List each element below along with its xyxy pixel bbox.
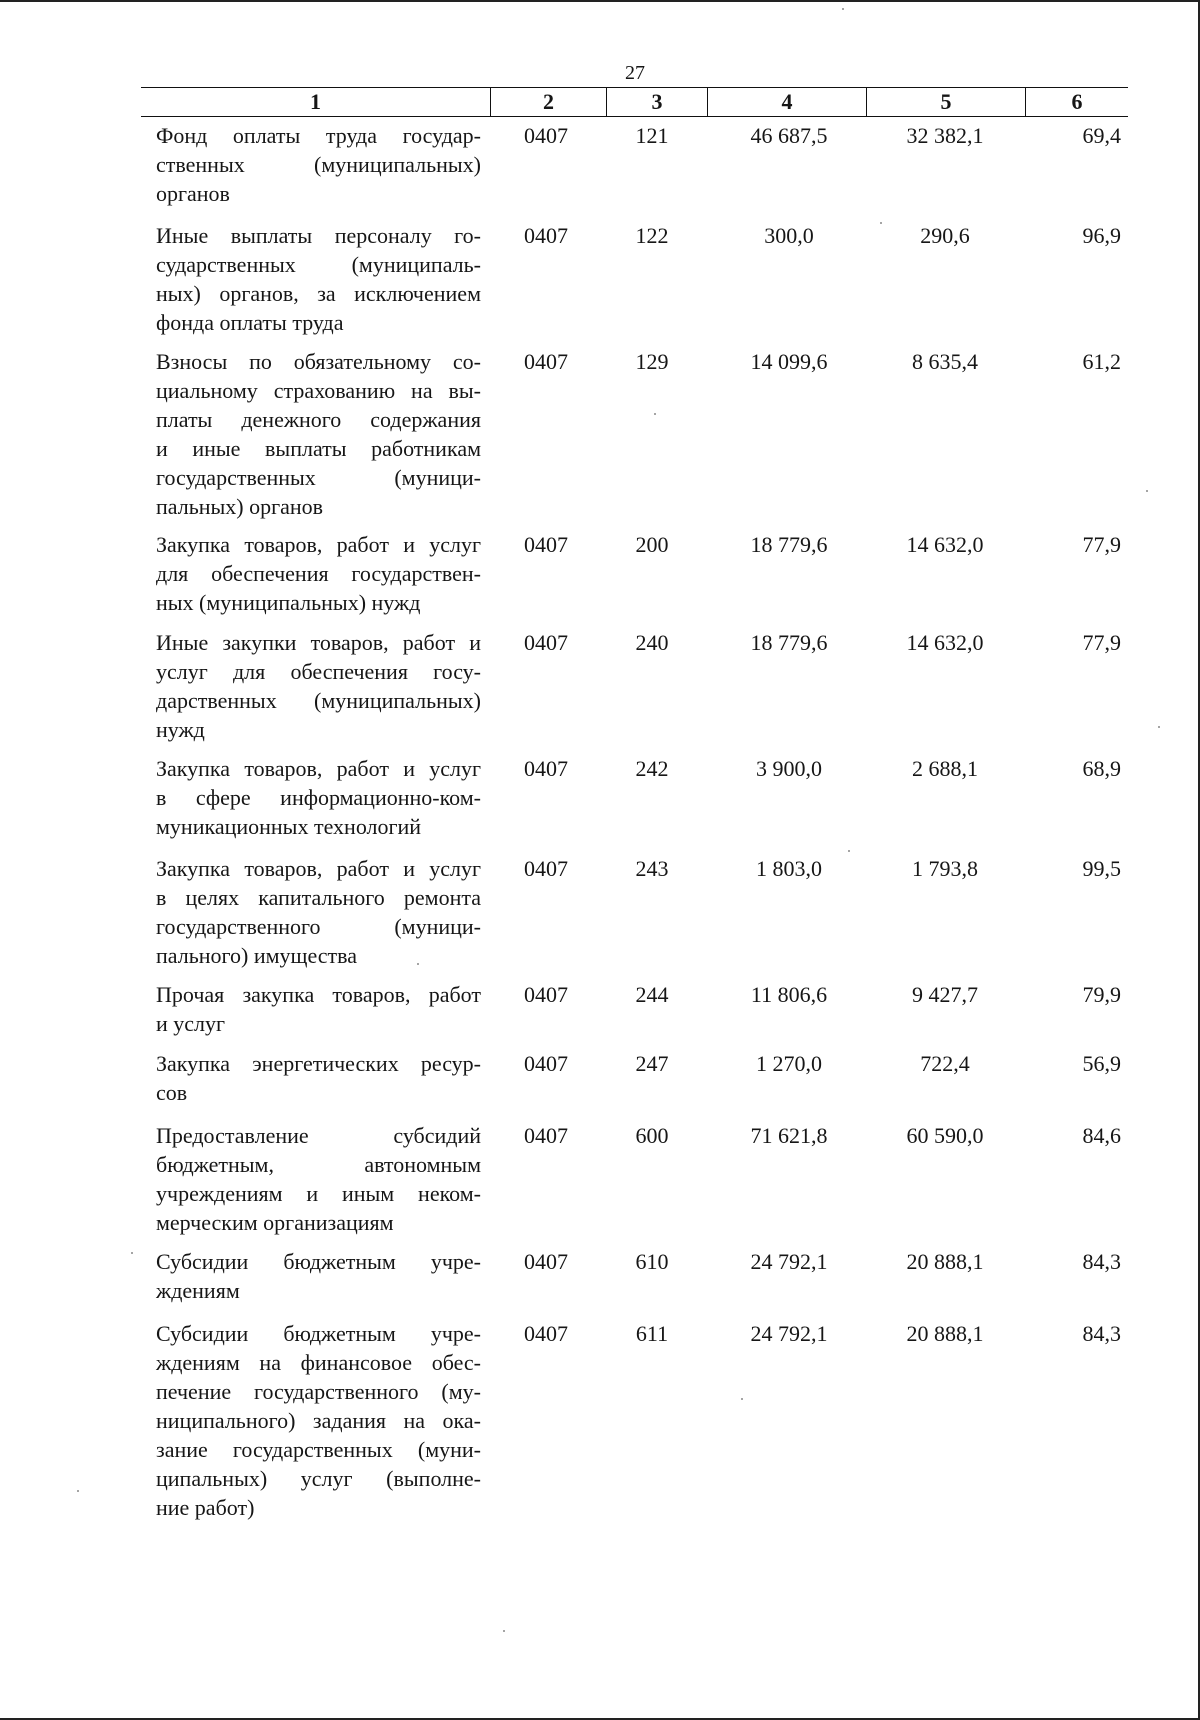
- row-planned-amount: 71 621,8: [750, 1123, 828, 1148]
- row-expense-code: 600: [635, 1123, 669, 1148]
- description-line: Закупка энергетических ресур-: [156, 1051, 481, 1076]
- description-line: Закупка товаров, работ и услуг: [156, 532, 481, 557]
- scan-speck: [77, 1490, 79, 1492]
- row-actual-amount: 60 590,0: [906, 1123, 984, 1148]
- description-line: дарственных (муниципальных): [156, 688, 481, 713]
- row-actual-amount: 20 888,1: [906, 1321, 984, 1346]
- row-percent: 68,9: [1082, 756, 1121, 781]
- row-percent: 96,9: [1082, 223, 1121, 248]
- row-planned-amount: 18 779,6: [750, 630, 828, 655]
- description-line: ных (муниципальных) нужд: [156, 590, 421, 615]
- description-line: для обеспечения государствен-: [156, 561, 481, 586]
- column-header-3: 3: [606, 88, 707, 116]
- description-line: мерческим организациям: [156, 1210, 394, 1235]
- row-expense-code: 242: [635, 756, 669, 781]
- table-row: [141, 977, 1128, 1046]
- row-section-code: 0407: [524, 1123, 568, 1148]
- row-section-code: 0407: [524, 630, 568, 655]
- row-expense-code: 122: [635, 223, 669, 248]
- row-description: [156, 347, 481, 521]
- description-line: Предоставление субсидий: [156, 1123, 481, 1148]
- description-line: фонда оплаты труда: [156, 310, 344, 335]
- description-line: бюджетным, автономным: [156, 1152, 481, 1177]
- description-line: ственных (муниципальных): [156, 152, 481, 177]
- row-section-code: 0407: [524, 1321, 568, 1346]
- scan-speck: [503, 1630, 505, 1632]
- row-description: [156, 980, 481, 1038]
- scan-speck: [880, 222, 882, 224]
- row-section-code: 0407: [524, 856, 568, 881]
- row-planned-amount: 46 687,5: [750, 123, 828, 148]
- row-section-code: 0407: [524, 982, 568, 1007]
- row-description: [156, 221, 481, 337]
- row-planned-amount: 1 270,0: [756, 1051, 822, 1076]
- column-header-4: 4: [707, 88, 866, 116]
- row-planned-amount: 24 792,1: [750, 1321, 828, 1346]
- row-actual-amount: 8 635,4: [912, 349, 978, 374]
- row-actual-amount: 1 793,8: [912, 856, 978, 881]
- row-description: [156, 1049, 481, 1107]
- column-header-5: 5: [866, 88, 1025, 116]
- table-row: [141, 1316, 1128, 1526]
- column-header-6: 6: [1025, 88, 1128, 116]
- row-actual-amount: 32 382,1: [906, 123, 984, 148]
- description-line: в сфере информационно-ком-: [156, 785, 481, 810]
- scan-speck: [417, 963, 419, 965]
- description-line: муникационных технологий: [156, 814, 422, 839]
- row-description: [156, 1319, 481, 1522]
- column-header-1: 1: [310, 89, 321, 114]
- description-line: Прочая закупка товаров, работ: [156, 982, 481, 1007]
- row-percent: 84,3: [1082, 1249, 1121, 1274]
- row-expense-code: 244: [635, 982, 669, 1007]
- row-expense-code: 129: [635, 349, 669, 374]
- row-section-code: 0407: [524, 532, 568, 557]
- description-line: платы денежного содержания: [156, 407, 481, 432]
- row-planned-amount: 11 806,6: [750, 982, 828, 1007]
- description-line: ных) органов, за исключением: [156, 281, 481, 306]
- description-line: сов: [156, 1080, 188, 1105]
- row-section-code: 0407: [524, 756, 568, 781]
- row-planned-amount: 3 900,0: [756, 756, 822, 781]
- row-actual-amount: 14 632,0: [906, 532, 984, 557]
- description-line: государственных (муници-: [156, 465, 481, 490]
- row-section-code: 0407: [524, 349, 568, 374]
- table-row: [141, 1046, 1128, 1118]
- description-line: ниципального) задания на ока-: [156, 1408, 481, 1433]
- scan-speck: [741, 1398, 743, 1400]
- row-section-code: 0407: [524, 123, 568, 148]
- description-line: Иные выплаты персоналу го-: [156, 223, 481, 248]
- row-expense-code: 247: [635, 1051, 669, 1076]
- description-line: циальному страхованию на вы-: [156, 378, 481, 403]
- scan-speck: [842, 8, 844, 10]
- row-planned-amount: 24 792,1: [750, 1249, 828, 1274]
- scan-speck: [848, 850, 850, 852]
- description-line: ждениям: [156, 1278, 240, 1303]
- description-line: пального) имущества: [156, 943, 358, 968]
- row-actual-amount: 9 427,7: [912, 982, 978, 1007]
- description-line: учреждениям и иным неком-: [156, 1181, 481, 1206]
- row-expense-code: 200: [635, 532, 669, 557]
- table-row: [141, 218, 1128, 344]
- scan-speck: [654, 413, 656, 415]
- row-section-code: 0407: [524, 1249, 568, 1274]
- row-expense-code: 240: [635, 630, 669, 655]
- row-percent: 84,3: [1082, 1321, 1121, 1346]
- description-line: государственного (муници-: [156, 914, 481, 939]
- row-planned-amount: 1 803,0: [756, 856, 822, 881]
- row-percent: 77,9: [1082, 532, 1121, 557]
- row-section-code: 0407: [524, 223, 568, 248]
- table-row: [141, 1244, 1128, 1316]
- row-description: [156, 530, 481, 617]
- row-description: [156, 1121, 481, 1237]
- row-actual-amount: 20 888,1: [906, 1249, 984, 1274]
- column-header-2: 2: [490, 88, 606, 116]
- row-description: [156, 121, 481, 208]
- description-line: печение государственного (му-: [156, 1379, 481, 1404]
- row-planned-amount: 14 099,6: [750, 349, 828, 374]
- scan-speck: [1146, 490, 1148, 492]
- description-line: Субсидии бюджетным учре-: [156, 1249, 481, 1274]
- description-line: ципальных) услуг (выполне-: [156, 1466, 481, 1491]
- row-percent: 69,4: [1082, 123, 1121, 148]
- row-description: [156, 1247, 481, 1305]
- scan-speck: [131, 1252, 133, 1254]
- row-section-code: 0407: [524, 1051, 568, 1076]
- row-actual-amount: 722,4: [920, 1051, 970, 1076]
- row-planned-amount: 300,0: [764, 223, 814, 248]
- row-expense-code: 243: [635, 856, 669, 881]
- description-line: нужд: [156, 717, 205, 742]
- row-description: [156, 854, 481, 970]
- row-expense-code: 610: [635, 1249, 669, 1274]
- description-line: органов: [156, 181, 230, 206]
- row-description: [156, 754, 481, 841]
- description-line: ние работ): [156, 1495, 255, 1520]
- description-line: Закупка товаров, работ и услуг: [156, 856, 481, 881]
- description-line: Фонд оплаты труда государ-: [156, 123, 481, 148]
- table-header: [141, 87, 1128, 117]
- table-row: [141, 344, 1128, 527]
- table-row: [141, 625, 1128, 751]
- row-percent: 99,5: [1082, 856, 1121, 881]
- table-row: [141, 1118, 1128, 1244]
- row-percent: 61,2: [1082, 349, 1121, 374]
- description-line: сударственных (муниципаль-: [156, 252, 481, 277]
- description-line: зание государственных (муни-: [156, 1437, 481, 1462]
- description-line: в целях капитального ремонта: [156, 885, 481, 910]
- row-percent: 56,9: [1082, 1051, 1121, 1076]
- row-actual-amount: 290,6: [920, 223, 970, 248]
- table-row: [141, 118, 1128, 218]
- description-line: ждениям на финансовое обес-: [156, 1350, 481, 1375]
- row-expense-code: 611: [635, 1321, 669, 1346]
- row-percent: 77,9: [1082, 630, 1121, 655]
- description-line: и иные выплаты работникам: [156, 436, 481, 461]
- table-row: [141, 851, 1128, 977]
- table-row: [141, 527, 1128, 625]
- row-expense-code: 121: [635, 123, 669, 148]
- row-description: [156, 628, 481, 744]
- description-line: услуг для обеспечения госу-: [156, 659, 481, 684]
- scan-speck: [1158, 726, 1160, 728]
- description-line: Взносы по обязательному со-: [156, 349, 481, 374]
- row-actual-amount: 14 632,0: [906, 630, 984, 655]
- description-line: и услуг: [156, 1011, 226, 1036]
- description-line: пальных) органов: [156, 494, 324, 519]
- row-percent: 79,9: [1082, 982, 1121, 1007]
- row-actual-amount: 2 688,1: [912, 756, 978, 781]
- description-line: Субсидии бюджетным учре-: [156, 1321, 481, 1346]
- table-row: [141, 751, 1128, 851]
- description-line: Иные закупки товаров, работ и: [156, 630, 481, 655]
- row-planned-amount: 18 779,6: [750, 532, 828, 557]
- page-number: 27: [625, 62, 645, 84]
- row-percent: 84,6: [1082, 1123, 1121, 1148]
- description-line: Закупка товаров, работ и услуг: [156, 756, 481, 781]
- table-body: [141, 118, 1128, 1526]
